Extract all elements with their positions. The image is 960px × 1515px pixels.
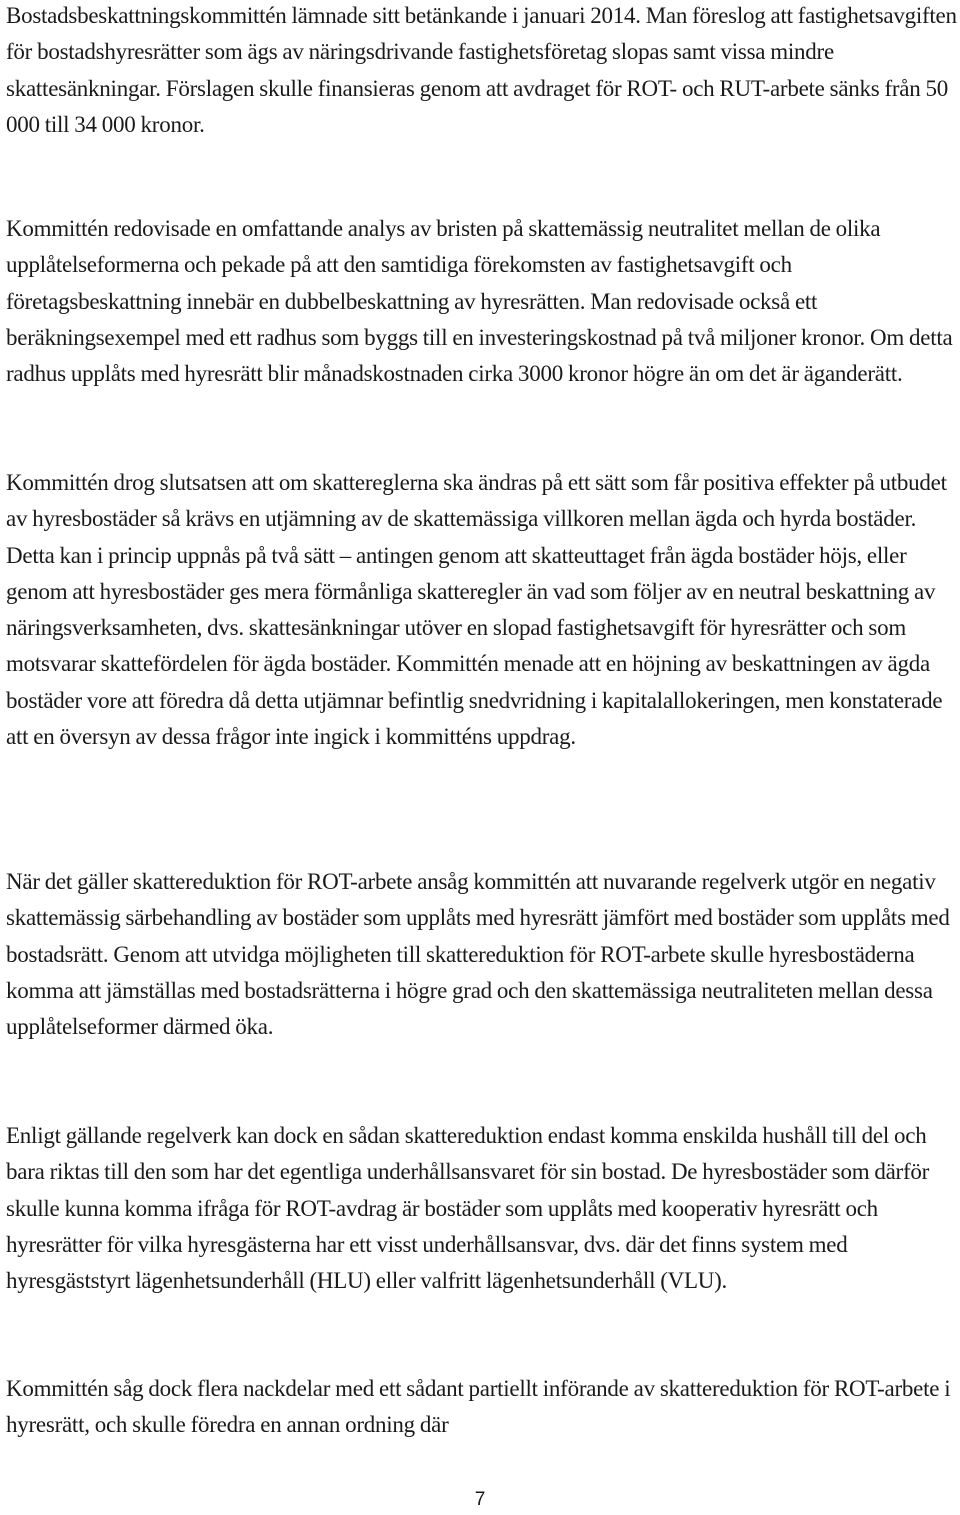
- page-number: 7: [474, 1489, 486, 1510]
- paragraph-regelverk: Enligt gällande regelverk kan dock en sådan skattereduktion endast komma enskilda hushåll till del och bara riktas till den som har det egentliga underhållsansvaret för sin bostad. De hyresbostäder som därför skulle kunna komma ifråga för ROT-avdrag är bostäder som upplåts med kooperativ hyresrätt och hyresrätter för vilka hyresgästerna har ett visst underhållsansvar, dvs. där det finns system med hyresgäststyrt lägenhetsunderhåll (HLU) eller valfritt lägenhetsunderhåll (VLU).: [6, 1123, 930, 1294]
- paragraph-betankande: Bostadsbeskattningskommittén lämnade sitt betänkande i januari 2014. Man föreslog att fastighetsavgiften för bostadshyresrätter som ägs av näringsdrivande fastighetsföretag slopas samt vissa mindre skattesänkningar. Förslagen skulle finansieras genom att avdraget för ROT- och RUT-arbete sänks från 50 000 till 34 000 kronor.: [6, 3, 957, 137]
- paragraph-nackdelar: Kommittén såg dock flera nackdelar med ett sådant partiellt införande av skattereduktion för ROT-arbete i hyresrätt, och skulle föredra en annan ordning där: [6, 1376, 951, 1438]
- paragraph-rot-arbete: När det gäller skattereduktion för ROT-arbete ansåg kommittén att nuvarande regelverk utgör en negativ skattemässig särbehandling av bostäder som upplåts med hyresrätt jämfört med bostäder som upplåts med bostadsrätt. Genom att utvidga möjligheten till skattereduktion för ROT-arbete skulle hyresbostäderna komma att jämställas med bostadsrätterna i högre grad och den skattemässiga neutraliteten mellan dessa upplåtelseformer därmed öka.: [6, 869, 950, 1040]
- paragraph-slutsats: Kommittén drog slutsatsen att om skattereglerna ska ändras på ett sätt som får positiva effekter på utbudet av hyresbostäder så krävs en utjämning av de skattemässiga villkoren mellan ägda och hyrda bostäder. Detta kan i princip uppnås på två sätt – antingen genom att skatteuttaget från ägda bostäder höjs, eller genom att hyresbostäder ges mera förmånliga skatteregler än vad som följer av en neutral beskattning av näringsverksamheten, dvs. skattesänkningar utöver en slopad fastighetsavgift för hyresrätter och som motsvarar skattefördelen för ägda bostäder. Kommittén menade att en höjning av beskattningen av ägda bostäder vore att föredra då detta utjämnar befintlig snedvridning i kapitalallokeringen, men konstaterade att en översyn av dessa frågor inte ingick i kommitténs uppdrag.: [6, 470, 947, 750]
- paragraph-analys: Kommittén redovisade en omfattande analys av bristen på skattemässig neutralitet mellan de olika upplåtelseformerna och pekade på att den samtidiga förekomsten av fastighetsavgift och företagsbeskattning innebär en dubbelbeskattning av hyresrätten. Man redovisade också ett beräkningsexempel med ett radhus som byggs till en investeringskostnad på två miljoner kronor. Om detta radhus upplåts med hyresrätt blir månadskostnaden cirka 3000 kronor högre än om det är äganderätt.: [6, 216, 953, 387]
